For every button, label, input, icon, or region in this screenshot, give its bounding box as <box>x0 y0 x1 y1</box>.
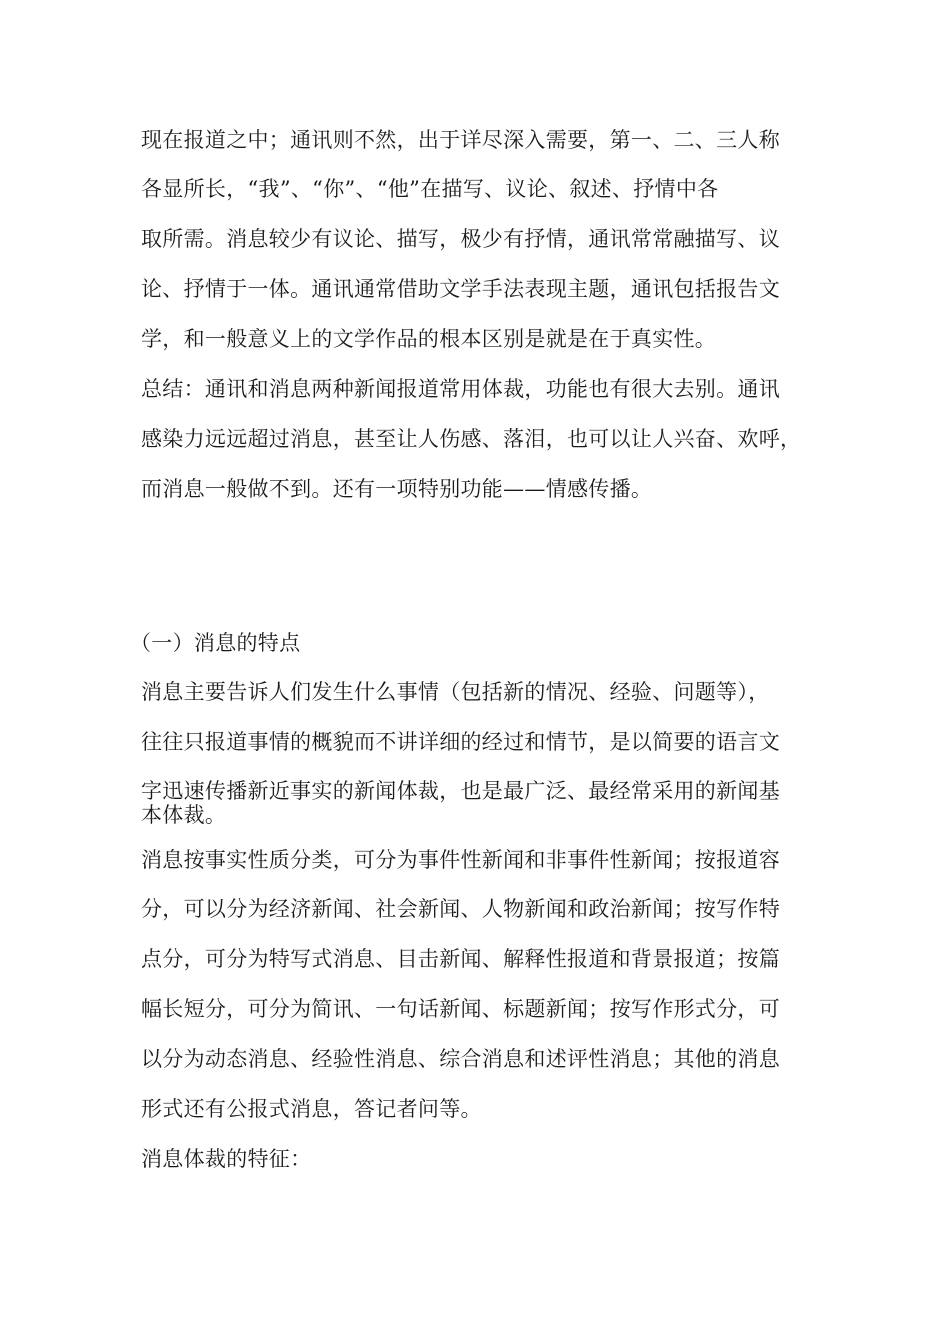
paragraph-line: 消息按事实性质分类，可分为事件性新闻和非事件性新闻；按报道容 <box>141 848 780 872</box>
paragraph-line: 往往只报道事情的概貌而不讲详细的经过和情节，是以简要的语言文 <box>141 730 780 754</box>
paragraph-line: 取所需。消息较少有议论、描写，极少有抒情，通讯常常融描写、议 <box>141 227 780 251</box>
paragraph-line: 字迅速传播新近事实的新闻体裁，也是最广泛、最经常采用的新闻基 <box>141 779 780 803</box>
paragraph-line: 分，可以分为经济新闻、社会新闻、人物新闻和政治新闻；按写作特 <box>141 897 780 921</box>
paragraph-line: 以分为动态消息、经验性消息、综合消息和述评性消息；其他的消息 <box>141 1047 780 1071</box>
paragraph-line: 点分，可分为特写式消息、目击新闻、解释性报道和背景报道；按篇 <box>141 947 780 971</box>
paragraph-line: 论、抒情于一体。通讯通常借助文学手法表现主题，通讯包括报告文 <box>141 277 780 301</box>
summary-line: 感染力远远超过消息，甚至让人伤感、落泪，也可以让人兴奋、欢呼， <box>141 427 802 451</box>
paragraph-line: 本体裁。 <box>141 803 227 827</box>
section-heading: （一）消息的特点 <box>130 631 301 655</box>
paragraph-line: 各显所长，“我”、“你”、“他”在描写、议论、叙述、抒情中各 <box>141 177 719 201</box>
subsection-heading: 消息体裁的特征： <box>141 1147 312 1171</box>
paragraph-line: 现在报道之中；通讯则不然，出于详尽深入需要，第一、二、三人称 <box>141 128 780 152</box>
paragraph-line: 形式还有公报式消息，答记者问等。 <box>141 1097 482 1121</box>
summary-line: 而消息一般做不到。还有一项特别功能——情感传播。 <box>141 477 653 501</box>
paragraph-line: 消息主要告诉人们发生什么事情（包括新的情况、经验、问题等）， <box>141 680 770 704</box>
paragraph-line: 幅长短分，可分为简讯、一句话新闻、标题新闻；按写作形式分，可 <box>141 997 780 1021</box>
summary-line: 总结：通讯和消息两种新闻报道常用体裁，功能也有很大去别。通讯 <box>141 377 780 401</box>
paragraph-line: 学，和一般意义上的文学作品的根本区别是就是在于真实性。 <box>141 327 717 351</box>
